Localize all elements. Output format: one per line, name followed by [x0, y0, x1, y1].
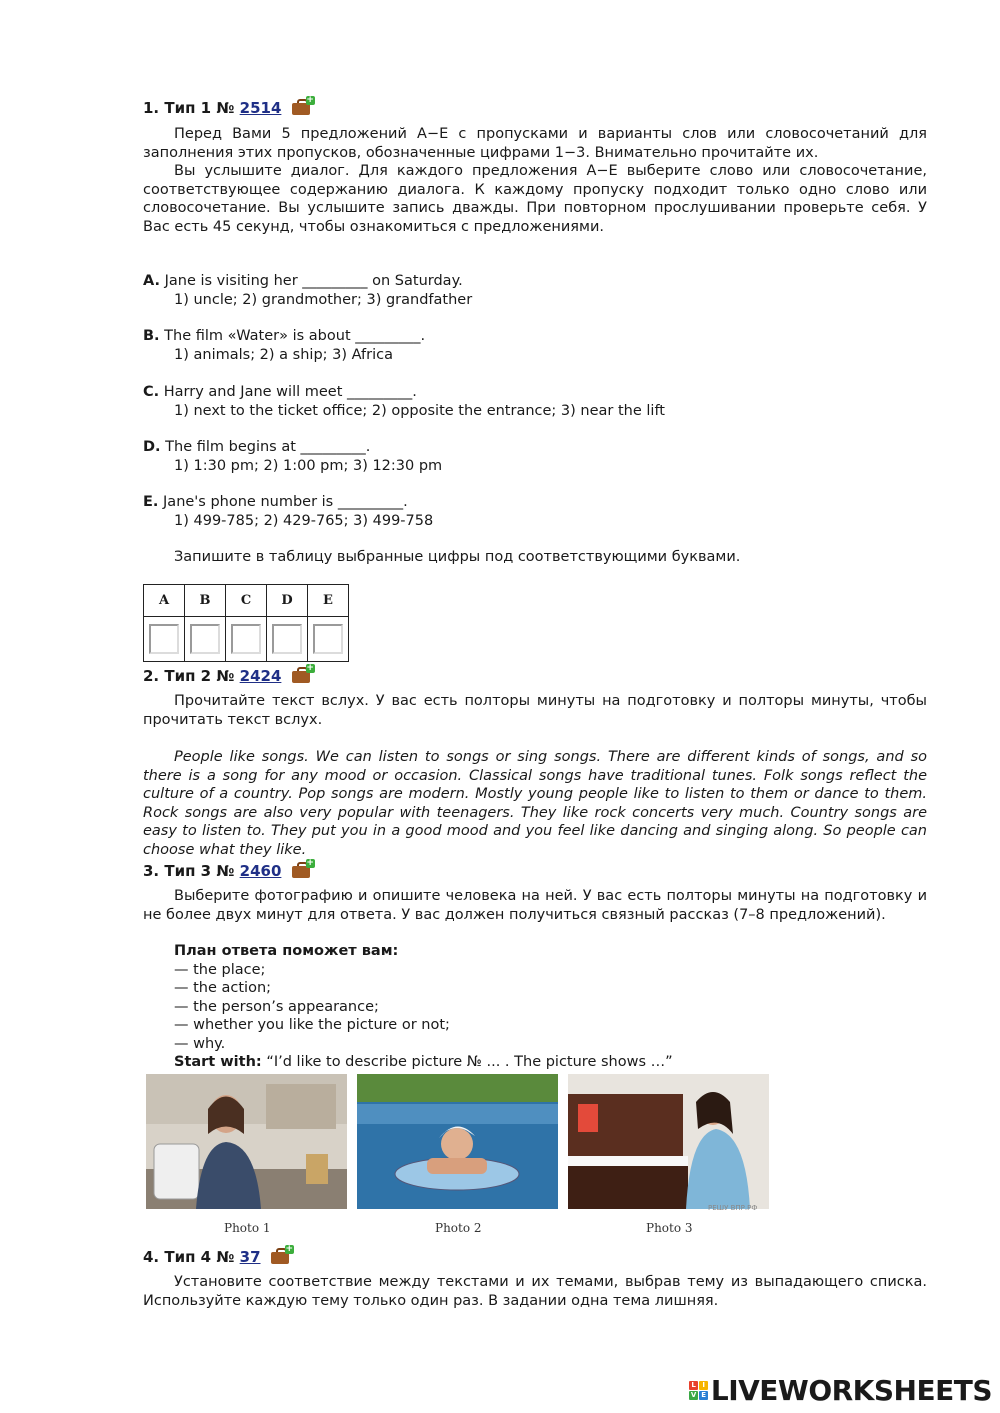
- photo-2-image: [357, 1074, 558, 1209]
- answer-header-b: B: [185, 585, 226, 617]
- photo-1-image: [146, 1074, 347, 1209]
- briefcase-icon[interactable]: +: [292, 667, 312, 683]
- task-1-intro: [143, 125, 927, 236]
- plan-item: — the action;: [174, 980, 272, 996]
- task-3-number-link[interactable]: 2460: [239, 862, 282, 880]
- plan-title: План ответа поможет вам:: [174, 943, 399, 959]
- answer-input-d[interactable]: [272, 624, 302, 654]
- logo-mark-icon: L I V E: [689, 1381, 708, 1400]
- plan-item: — whether you like the picture or not;: [174, 1017, 450, 1033]
- briefcase-icon[interactable]: +: [292, 99, 312, 115]
- start-with-line: Start with: “I’d like to describe picture № ... . The picture shows …”: [174, 1054, 673, 1070]
- liveworksheets-logo[interactable]: [689, 1374, 992, 1407]
- answer-header-e: E: [308, 585, 349, 617]
- task-4-instruction: Установите соответствие между текстами и их темами, выбрав тему из выпадающего списка. Используйте каждую тему только один раз. В задании одна тема лишняя.: [143, 1274, 927, 1309]
- task-1-para-2: Вы услышите диалог. Для каждого предложения А−Е выберите слово или словосочетание, соответствующее содержанию диалога. К каждому пропуску подходит только одно слово или словосочетание. Вы услышите запись дважды. При повторном прослушивании проверьте себя. У Вас есть 45 секунд, чтобы ознакомиться с предложениями.: [143, 163, 927, 235]
- question-c: C. Harry and Jane will meet _________. 1) next to the ticket office; 2) opposite the entrance; 3) near the lift: [143, 384, 665, 419]
- task-3-heading: 3. Тип 3 № 2460 +: [143, 858, 314, 880]
- question-a: A. Jane is visiting her _________ on Saturday. 1) uncle; 2) grandmother; 3) grandfather: [143, 273, 473, 308]
- question-d: D. The film begins at _________. 1) 1:30 pm; 2) 1:00 pm; 3) 12:30 pm: [143, 439, 443, 474]
- photo-3-image: [568, 1074, 769, 1209]
- task-2-instruction: Прочитайте текст вслух. У вас есть полторы минуты на подготовку и полторы минуты, чтобы прочитать текст вслух.: [143, 693, 927, 728]
- question-b: B. The film «Water» is about _________. 1) animals; 2) a ship; 3) Africa: [143, 328, 426, 363]
- briefcase-icon[interactable]: +: [292, 862, 312, 878]
- answer-header-a: A: [144, 585, 185, 617]
- plan-item: — the place;: [174, 961, 266, 978]
- task-4-number-link[interactable]: 37: [239, 1248, 261, 1266]
- table-instruction: Запишите в таблицу выбранные цифры под соответствующими буквами.: [174, 549, 741, 565]
- answer-input-c[interactable]: [231, 624, 261, 654]
- task-1-heading: 1. Тип 1 № 2514 +: [143, 95, 314, 117]
- answer-input-e[interactable]: [313, 624, 343, 654]
- task-4-heading: 4. Тип 4 № 37 +: [143, 1244, 294, 1266]
- answer-header-c: C: [226, 585, 267, 617]
- task-2-reading-text: People like songs. We can listen to songs or sing songs. There are different kinds of songs, and so there is a song for any mood or occasion. Classical songs have traditional tunes. Folk songs reflect the culture of a country. Pop songs are modern. Mostly young people like to listen to them or dance to them. Rock songs are also very popular with teenagers. They like rock concerts very much. Country songs are easy to listen to. They put you in a good mood and you feel like dancing and singing along. So people can choose what they like.: [143, 749, 927, 858]
- photo-3-caption: Photo 3: [646, 1221, 693, 1235]
- answer-plan: [174, 942, 673, 1072]
- answer-input-b[interactable]: [190, 624, 220, 654]
- question-e: E. Jane's phone number is _________. 1) 499-785; 2) 429-765; 3) 499-758: [143, 494, 434, 529]
- task-3-instruction: Выберите фотографию и опишите человека на ней. У вас есть полторы минуты на подготовку и не более двух минут для ответа. У вас должен получиться связный рассказ (7–8 предложений).: [143, 888, 927, 923]
- logo-text: LIVEWORKSHEETS: [710, 1374, 992, 1407]
- briefcase-icon[interactable]: +: [271, 1248, 291, 1264]
- task-2-heading: 2. Тип 2 № 2424 +: [143, 663, 314, 685]
- plan-item: — the person’s appearance;: [174, 998, 379, 1015]
- photo-1-caption: Photo 1: [224, 1221, 271, 1235]
- plan-item: — why.: [174, 1035, 226, 1052]
- task-2-number-link[interactable]: 2424: [239, 667, 282, 685]
- photo-watermark: РЕШУ ВПР.РФ: [708, 1204, 758, 1212]
- answer-table: [143, 584, 349, 662]
- task-1-number-link[interactable]: 2514: [239, 99, 282, 117]
- photo-2-caption: Photo 2: [435, 1221, 482, 1235]
- answer-input-a[interactable]: [149, 624, 179, 654]
- task-1-para-1: Перед Вами 5 предложений А−Е с пропусками и варианты слов или словосочетаний для заполнения этих пропусков, обозначенные цифрами 1−3. Внимательно прочитайте их.: [143, 126, 927, 161]
- answer-header-d: D: [267, 585, 308, 617]
